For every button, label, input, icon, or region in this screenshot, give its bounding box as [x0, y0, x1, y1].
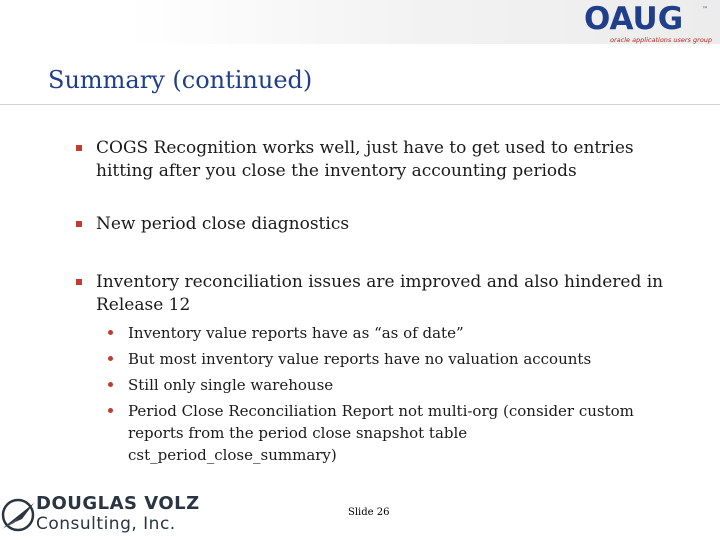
- square-bullet-icon: [76, 145, 82, 151]
- round-bullet-icon: [108, 408, 113, 413]
- compass-icon: [0, 497, 40, 533]
- sub-bullet-text: Still only single warehouse: [128, 376, 334, 394]
- bullet-text: New period close diagnostics: [96, 214, 350, 234]
- round-bullet-icon: [108, 330, 113, 335]
- oaug-logo: [582, 1, 713, 44]
- sub-bullet-text: Inventory value reports have as “as of date”: [128, 324, 464, 342]
- square-bullet-icon: [76, 221, 82, 227]
- company-subtitle: Consulting, Inc.: [36, 514, 176, 534]
- slide-number: Slide 26: [348, 507, 390, 518]
- bullet-item: [76, 213, 676, 236]
- sub-bullet-text: Period Close Reconciliation Report not multi-org (consider custom reports from the period close snapshot table cst_period_close_summary): [128, 402, 634, 464]
- oaug-trademark: ™: [702, 6, 708, 13]
- douglas-volz-logo: [0, 493, 200, 539]
- sub-bullet-text: But most inventory value reports have no valuation accounts: [128, 350, 592, 368]
- bullet-text: COGS Recognition works well, just have to get used to entries hitting after you close the inventory accounting periods: [96, 138, 634, 181]
- bullet-text: Inventory reconciliation issues are improved and also hindered in Release 12: [96, 272, 664, 315]
- company-name: DOUGLAS VOLZ: [36, 493, 200, 514]
- round-bullet-icon: [108, 382, 113, 387]
- round-bullet-icon: [108, 356, 113, 361]
- sub-bullet-item: [108, 400, 668, 466]
- title-divider: [0, 104, 720, 105]
- oaug-logo-text: OAUG: [584, 1, 684, 37]
- sub-bullet-item: [108, 348, 668, 370]
- slide-title: Summary (continued): [48, 66, 313, 94]
- square-bullet-icon: [76, 279, 82, 285]
- oaug-tagline: oracle applications users group: [610, 36, 713, 44]
- bullet-item: [76, 271, 676, 317]
- sub-bullet-item: [108, 322, 668, 344]
- bullet-item: [76, 137, 676, 183]
- sub-bullet-item: [108, 374, 668, 396]
